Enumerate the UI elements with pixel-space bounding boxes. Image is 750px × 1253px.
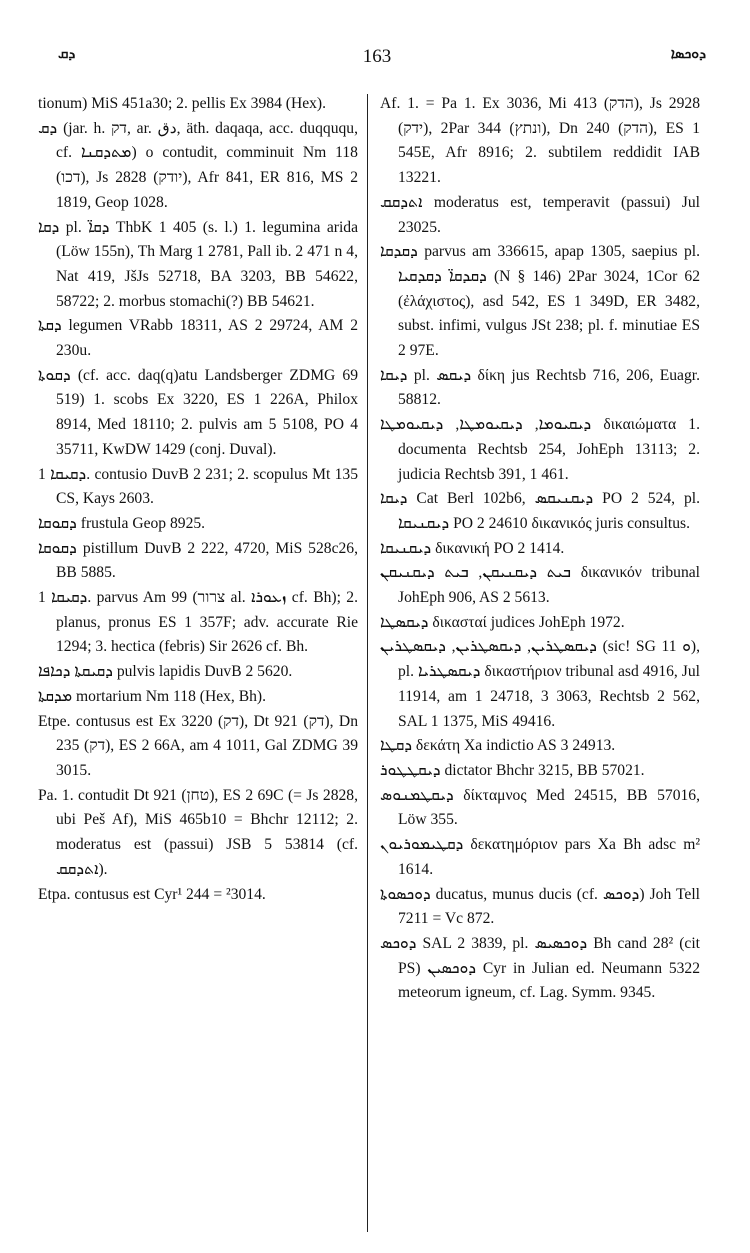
entry-parvus: ܕܩܝܩܐ 1. parvus Am 99 (צרור al. ܙܥܘܪܐ cf. Bh); 2. planus, pronus ES 1 357F; adv. accurate Rie 1294; 3. hectica (febris) Sir 2626 cf. Bh. (38, 589, 358, 656)
entry-dq-verb: ܕܩ (jar. h. דק, ar. دق, äth. daqaqa, acc. duqququ, cf. ܡܬܕܩܢܐ) o contudit, comminuit Nm 118 (דכו), Js 2828 (יודק), Afr 841, ER 816, MS 2 1819, Geop 1028. (38, 119, 358, 211)
entry-daqdaqa: ܕܩܕܩܐ parvus am 336615, apap 1305, saepius pl. ܕܩܕܩܐ̈ ܕܩܕܩܝܐ (N § 146) 2Par 3024, 1Cor 62 (ἐλάχιστος), asd 542, ES 1 349D, ER 3482, subst. infimi, vulgus JSt 238; pl. f. minutiae ES 2 97E. (380, 243, 700, 360)
entry-dekate: ܕܩܛܐ δεκάτη Xa indictio AS 3 24913. (380, 737, 616, 755)
entry-dike: ܕܝܩܐ pl. ܕܝܩܣ δίκη jus Rechtsb 716, 206, Euagr. 58812. (380, 366, 701, 409)
entry-frustula: ܕܩܘܩܐ frustula Geop 8925. (38, 514, 206, 532)
page-number: 163 (362, 46, 392, 67)
entry-daquta: ܕܩܘܬܐ (cf. acc. daq(q)atu Landsberger ZDMG 69 519) 1. scobs Ex 3220, ES 1 226A, Philox 8914, Med 18110; 2. pulvis am 5 5108, PO 4 35711, KwDW 1429 (conj. Duval). (38, 366, 358, 458)
entry-pulvis-lapidis: ܕܩܝܩܬܐ ܕܟܐܦܐ pulvis lapidis DuvB 2 5620. (38, 663, 293, 681)
two-column-body (38, 92, 716, 1232)
entry-etpe: Etpe. contusus est Ex 3220 (דק), Dt 921 (דק), Dn 235 (דק), ES 2 66A, am 4 1011, Gal ZDMG 39 3015. (38, 712, 358, 779)
entry-pa: Pa. 1. contudit Dt 921 (טחן), ES 2 69C (= Js 2828, ubi Peš Af), MiS 465b10 = Bhchr 12112; 2. moderatus est (passui) JSB 5 53814 (cf. ܐܬܕܩܩ). (38, 786, 358, 878)
entry-daqta: ܕܩܬܐ legumen VRabb 18311, AS 2 29724, AM 2 230u. (38, 317, 358, 360)
running-head-left-catchword: ܕܩ (58, 46, 76, 62)
entry-daqa: ܕܩܐ pl. ܕܩܐ̈ ThbK 1 405 (s. l.) 1. legumina arida (Löw 155n), Th Marg 1 2781, Pall ib. 2 471 n 4, Nat 419, JšJs 52718, BA 3203, BB 54622, 58722; 2. morbus stomachi(?) BB 54621. (38, 218, 359, 310)
entry-diktamnos: ܕܝܩܛܡܢܘܣ δίκταμνος Med 24515, BB 57016, Löw 355. (380, 786, 700, 829)
entry-doks: ܕܘܟܣ SAL 2 3839, pl. ܕܘܟܣܝܣ Bh cand 28² (cit PS) ܕܘܟܣܝܢ Cyr in Julian ed. Neumann 5322 meteorum igneum, cf. Lag. Symm. 9345. (380, 934, 701, 1002)
entry-dekatemorion: ܕܩܛܝܡܘܪܝܘܢ δεκατημόριον pars Xa Bh adsc m² 1614. (380, 836, 700, 878)
entry-mortarium: ܡܕܩܬܐ mortarium Nm 118 (Hex, Bh). (38, 687, 267, 705)
entry-dikaiomata: ܕܝܩܝܘܡܐ, ܕܝܩܝܘܡܛܐ, ܕܝܩܝܘܡܛܐ δικαιώματα 1. documenta Rechtsb 254, JohEph 13113; 2. judicia Rechtsb 391, 1 461. (380, 416, 700, 483)
entry-continuation: tionum) MiS 451a30; 2. pellis Ex 3984 (Hex). (38, 95, 327, 112)
entry-moderatus: ܐܬܕܩܩ moderatus est, temperavit (passui) Jul 23025. (380, 193, 700, 236)
entry-dikastai: ܕܝܩܣܛܐ δικασταί judices JohEph 1972. (380, 613, 625, 631)
right-column (380, 92, 700, 1006)
entry-contusio: ܕܩܝܩܐ 1. contusio DuvB 2 231; 2. scopulus Mt 135 CS, Kays 2603. (38, 465, 358, 508)
entry-dictator: ܕܝܩܛܛܘܪ dictator Bhchr 3215, BB 57021. (380, 761, 645, 779)
entry-dikanikon: ܒܝܬ ܕܝܩܢܝܩܢ, ܒܝܬ ܕܝܩܢܝܩܢ δικανικόν tribunal JohEph 906, AS 2 5613. (380, 564, 701, 607)
entry-af: Af. 1. = Pa 1. Ex 3036, Mi 413 (הדק), Js 2928 (ידק), 2Par 344 (ונתץ), Dn 240 (הדק), ES 1 545E, Afr 8916; 2. subtilem reddidit IAB 13221. (380, 95, 700, 187)
entry-dikanike: ܕܝܩܢܝܩܐ δικανική PO 2 1414. (380, 539, 565, 557)
entry-dikanikos: ܕܝܩܐ Cat Berl 102b6, ܕܝܩܢܝܩܣ PO 2 524, pl. ܕܝܩܢܝܩܐ PO 2 24610 δικανικός juris consultus. (380, 490, 700, 532)
entry-etpa: Etpa. contusus est Cyr¹ 244 = ²3014. (38, 885, 266, 903)
entry-dikasterion: ܕܝܩܣܛܪܝܢ, ܕܝܩܣܛܪܝܢ, ܕܝܩܣܛܪܝܢ (sic! SG ܘ 11), pl. ܕܝܩܣܛܪܝܐ δικαστήριον tribunal asd 4916, Jul 11914, am 1 24718, 3 3063, Rechtsb 2 562, SAL 1 1375, MiS 49416. (380, 638, 700, 730)
left-column (38, 92, 358, 907)
running-head (38, 46, 716, 70)
running-head-right-catchword: ܕܘܟܣܐ (670, 46, 706, 62)
entry-ducatus: ܕܘܟܣܘܬܐ ducatus, munus ducis (cf. ܕܘܟܣ) Joh Tell 7211 = Vc 872. (380, 885, 700, 928)
entry-pistillum: ܕܩܘܩܐ pistillum DuvB 2 222, 4720, MiS 528c26, BB 5885. (38, 539, 358, 582)
column-divider (367, 94, 368, 1232)
